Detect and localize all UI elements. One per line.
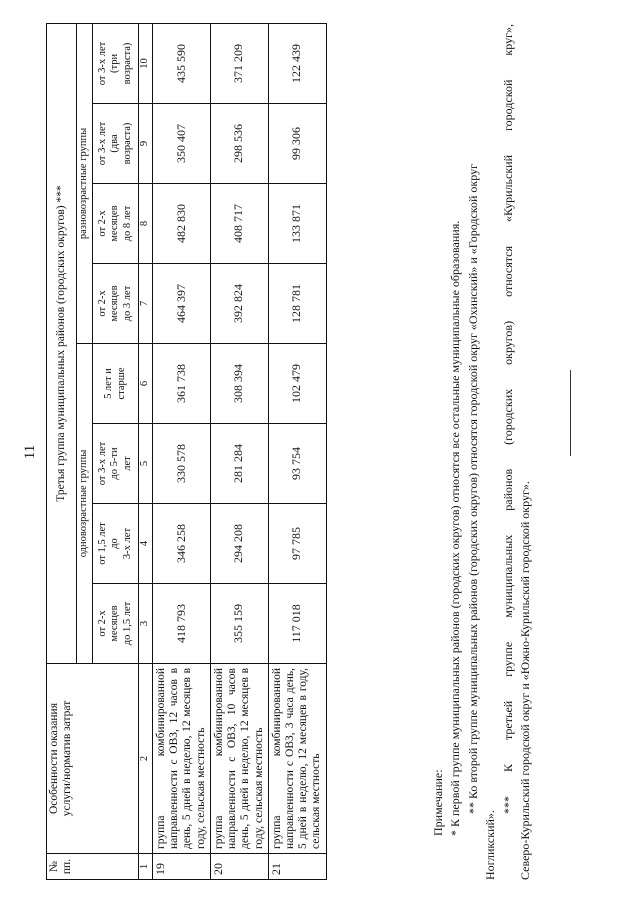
cost-value: 133 871 <box>268 184 326 264</box>
cost-value: 361 738 <box>153 344 211 424</box>
header-age-col: от 1,5 лет до 3-х лет <box>93 504 139 584</box>
cost-value: 122 439 <box>268 23 326 103</box>
header-mixed-age: разновозрастные группы <box>77 23 93 343</box>
note-3-continued: Северо-Курильский городской округ и «Южно-Курильский городской округ». <box>517 481 532 880</box>
note-2: ** Ко второй группе муниципальных районов (городских округов) относятся городской округ «Охинский» и «Городской округ <box>465 163 480 814</box>
cost-value: 408 717 <box>210 184 268 264</box>
cost-value: 97 785 <box>268 504 326 584</box>
header-age-col: от 3-х лет (три возраста) <box>93 23 139 103</box>
separator-line <box>570 370 571 456</box>
header-single-age: одновозрастные группы <box>77 344 93 664</box>
cost-value: 93 754 <box>268 424 326 504</box>
header-column-numbers <box>139 23 153 879</box>
table-row <box>268 23 326 879</box>
header-age-col: от 2-х месяцев до 3 лет <box>93 264 139 344</box>
header-feature: Особенности оказания услуги/норматив затрат <box>47 664 139 854</box>
cost-value: 350 407 <box>153 104 211 184</box>
note-1: * К первой группе муниципальных районов (городских округов) относятся все остальные муниципальные образования. <box>448 220 463 836</box>
column-number: 1 <box>139 854 153 880</box>
header-age-col: от 3-х лет до 5-ти лет <box>93 424 139 504</box>
row-number: 19 <box>153 854 211 880</box>
table-row <box>210 23 268 879</box>
cost-value: 294 208 <box>210 504 268 584</box>
cost-value: 308 394 <box>210 344 268 424</box>
table-row <box>153 23 211 879</box>
header-num: № пп. <box>47 854 139 880</box>
note-3: *** К третьей группе муниципальных районов (городских округов) относятся «Курильский городской круг», <box>500 24 515 814</box>
column-number: 7 <box>139 264 153 344</box>
cost-value: 128 781 <box>268 264 326 344</box>
cost-value: 102 479 <box>268 344 326 424</box>
column-number: 6 <box>139 344 153 424</box>
header-age-col: от 3-х лет (два возраста) <box>93 104 139 184</box>
column-number: 9 <box>139 104 153 184</box>
header-age-col: 5 лет и старше <box>93 344 139 424</box>
cost-value: 435 590 <box>153 23 211 103</box>
cost-value: 418 793 <box>153 584 211 664</box>
header-age-col: от 2-х месяцев до 8 лет <box>93 184 139 264</box>
column-number: 3 <box>139 584 153 664</box>
cost-value: 482 830 <box>153 184 211 264</box>
cost-value: 117 018 <box>268 584 326 664</box>
column-number: 5 <box>139 424 153 504</box>
row-description: группа комбинированной направленности с ОВЗ, 10 часов день, 5 дней в неделю, 12 месяцев в году, сельская местность <box>210 664 268 854</box>
cost-value: 281 284 <box>210 424 268 504</box>
cost-value: 392 824 <box>210 264 268 344</box>
table-body <box>153 23 327 879</box>
note-2-continued: Ногликский». <box>483 810 498 880</box>
column-number: 2 <box>139 664 153 854</box>
cost-value: 464 397 <box>153 264 211 344</box>
cost-value: 99 306 <box>268 104 326 184</box>
notes <box>430 24 534 880</box>
cost-norms-table <box>46 23 327 880</box>
column-number: 4 <box>139 504 153 584</box>
column-number: 10 <box>139 23 153 103</box>
column-number: 8 <box>139 184 153 264</box>
cost-value: 346 258 <box>153 504 211 584</box>
rotated-page <box>10 12 630 892</box>
row-description: группа комбинированной направленности с ОВЗ, 3 часа день, 5 дней в неделю, 12 месяцев в году, сельская местность <box>268 664 326 854</box>
cost-value: 371 209 <box>210 23 268 103</box>
row-description: группа комбинированной направленности с ОВЗ, 12 часов в день, 5 дней в неделю, 12 месяцев в году, сельская местность <box>153 664 211 854</box>
cost-value: 355 159 <box>210 584 268 664</box>
cost-value: 330 578 <box>153 424 211 504</box>
notes-title: Примечание: <box>431 769 445 836</box>
cost-value: 298 536 <box>210 104 268 184</box>
row-number: 20 <box>210 854 268 880</box>
header-age-col: от 2-х месяцев до 1,5 лет <box>93 584 139 664</box>
page-number: 11 <box>22 444 38 460</box>
header-group-title: Третья группа муниципальных районов (городских округов) *** <box>47 23 77 663</box>
row-number: 21 <box>268 854 326 880</box>
